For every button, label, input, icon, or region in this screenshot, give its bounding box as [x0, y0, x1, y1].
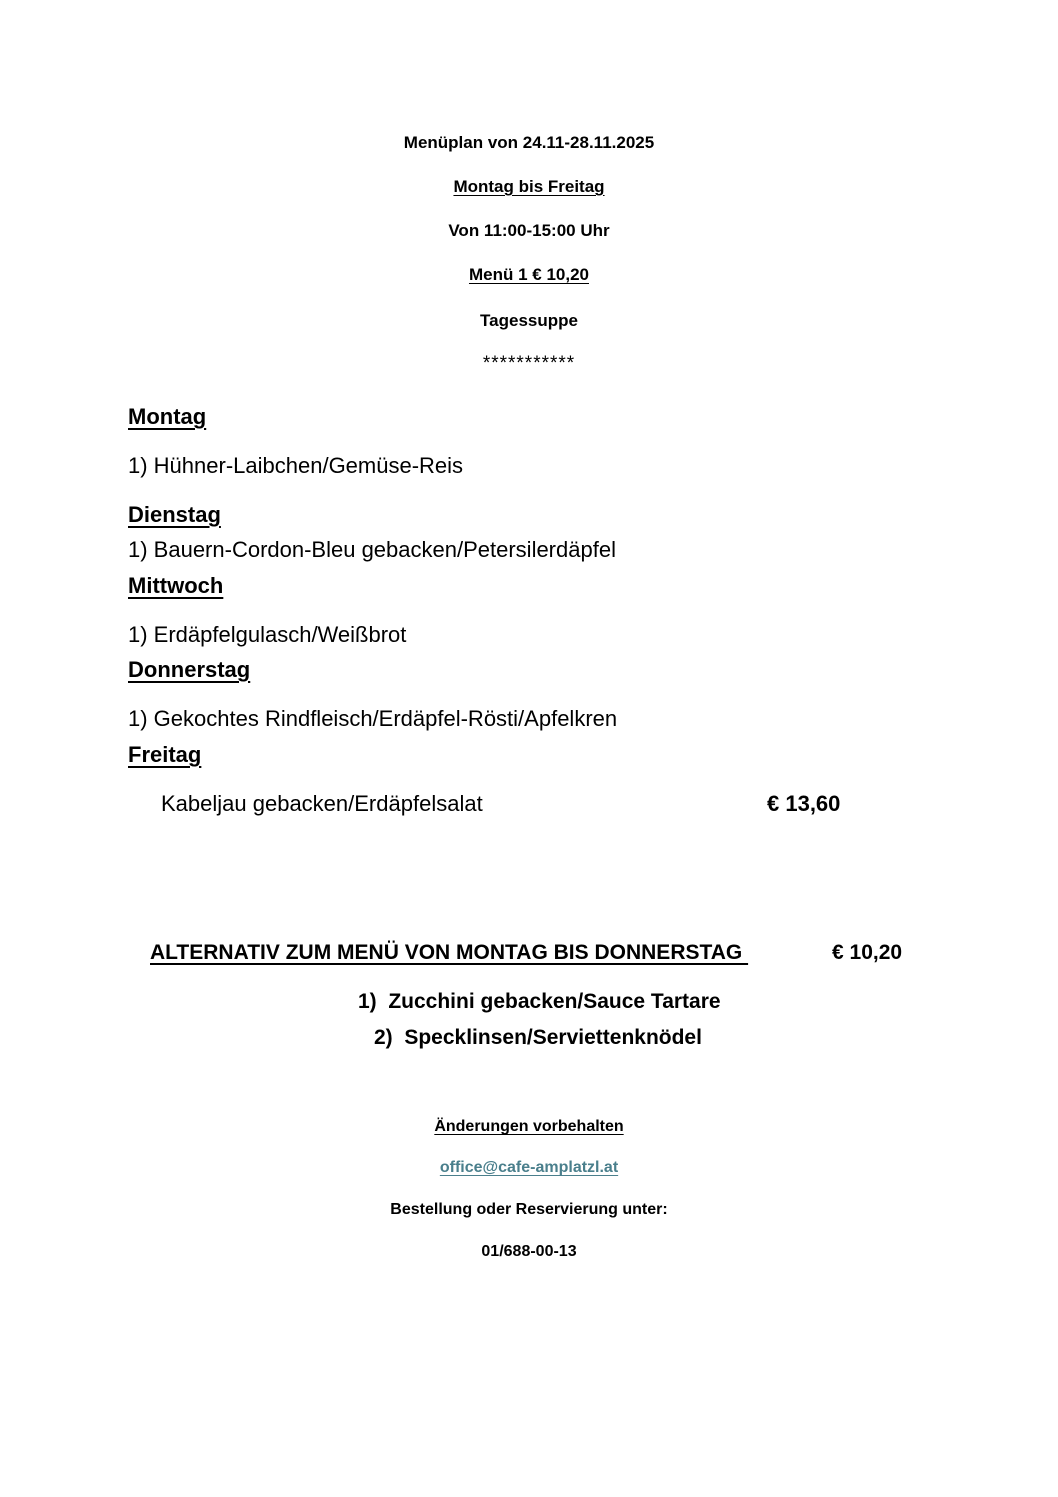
opening-hours: Von 11:00-15:00 Uhr	[448, 221, 610, 240]
changes-note-text: Änderungen vorbehalten	[434, 1118, 624, 1135]
dish-donnerstag: 1) Gekochtes Rindfleisch/Erdäpfel-Rösti/Apfelkren	[128, 706, 618, 731]
price-freitag: € 13,60	[767, 791, 841, 816]
email-line	[0, 1160, 1058, 1176]
alternative-item-2: 2) Specklinsen/Serviettenknödel	[374, 1026, 702, 1049]
alternative-heading: ALTERNATIV ZUM MENÜ VON MONTAG BIS DONNERSTAG	[150, 941, 749, 964]
day-label-freitag: Freitag	[128, 742, 202, 767]
dish-dienstag: 1) Bauern-Cordon-Bleu gebacken/Petersilerdäpfel	[128, 537, 616, 562]
email-link[interactable]: office@cafe-amplatzl.at	[439, 1159, 619, 1176]
alternative-price: € 10,20	[832, 941, 903, 964]
dish-freitag: Kabeljau gebacken/Erdäpfelsalat	[161, 791, 483, 816]
phone-number: 01/688-00-13	[481, 1243, 577, 1260]
alternative-item-1: 1) Zucchini gebacken/Sauce Tartare	[358, 990, 721, 1013]
day-label-dienstag: Dienstag	[128, 502, 221, 527]
days-range-text: Montag bis Freitag	[453, 177, 605, 196]
day-label-donnerstag: Donnerstag	[128, 657, 251, 682]
changes-note	[0, 1119, 1058, 1135]
menu-price-text: Menü 1 € 10,20	[468, 265, 589, 284]
dish-montag: 1) Hühner-Laibchen/Gemüse-Reis	[128, 453, 464, 478]
days-range	[0, 178, 1058, 195]
order-text: Bestellung oder Reservierung unter:	[390, 1201, 668, 1218]
daily-soup: Tagessuppe	[480, 311, 578, 330]
day-label-mittwoch: Mittwoch	[128, 573, 224, 598]
menu-title: Menüplan von 24.11-28.11.2025	[403, 133, 655, 152]
dish-mittwoch: 1) Erdäpfelgulasch/Weißbrot	[128, 622, 407, 647]
menu-price	[0, 266, 1058, 283]
separator: ***********	[482, 353, 576, 374]
day-label-montag: Montag	[128, 404, 207, 429]
